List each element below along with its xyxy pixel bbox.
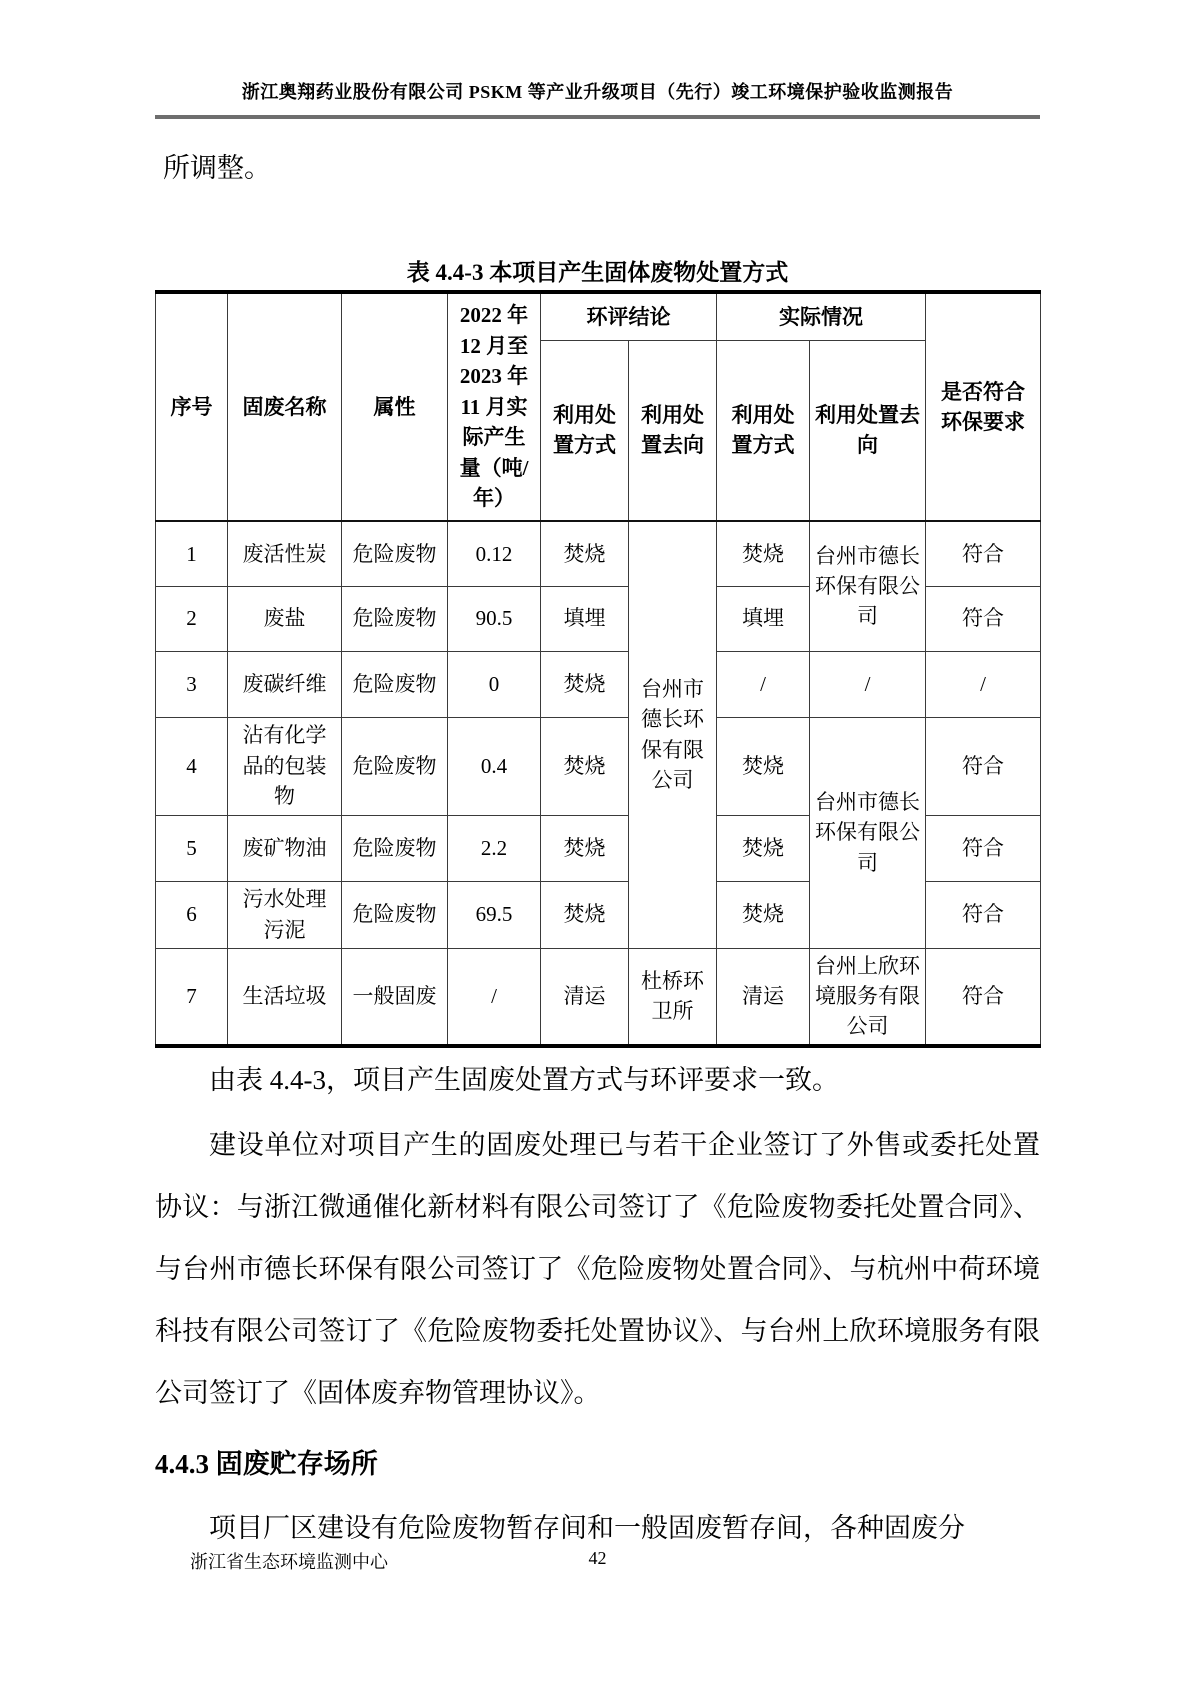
cell-attr: 危险废物 [342,651,448,717]
cell-eia-method: 填埋 [541,586,629,651]
cell-attr: 危险废物 [342,717,448,815]
table-row [156,521,1041,586]
cell-actual-method: 焚烧 [717,815,810,881]
cell-name: 废盐 [228,586,342,651]
table-row [156,948,1041,1046]
cell-name: 生活垃圾 [228,948,342,1046]
cell-amount: 0 [448,651,541,717]
cell-eia-method: 焚烧 [541,815,629,881]
cell-seq: 5 [156,815,228,881]
cell-amount: 0.4 [448,717,541,815]
cell-eia-dest-merged: 台州市德长环保有限公司 [629,521,717,948]
cell-attr: 危险废物 [342,815,448,881]
cell-amount: / [448,948,541,1046]
col-header-actual-dest: 利用处置去向 [810,340,926,521]
col-header-seq: 序号 [156,292,228,521]
col-header-actual-method: 利用处置方式 [717,340,810,521]
cell-eia-method: 焚烧 [541,521,629,586]
cell-seq: 1 [156,521,228,586]
cell-eia-dest: 杜桥环卫所 [629,948,717,1046]
cell-attr: 危险废物 [342,586,448,651]
lead-paragraph-fragment: 所调整。 [163,153,271,183]
cell-name: 废碳纤维 [228,651,342,717]
table-row [156,717,1041,815]
table-row [156,651,1041,717]
cell-actual-method: / [717,651,810,717]
cell-actual-method: 焚烧 [717,881,810,948]
table-header-band [156,292,1041,340]
cell-eia-method: 焚烧 [541,717,629,815]
group-header-actual: 实际情况 [717,292,926,340]
cell-amount: 0.12 [448,521,541,586]
cell-amount: 90.5 [448,586,541,651]
running-header: 浙江奥翔药业股份有限公司 PSKM 等产业升级项目（先行）竣工环境保护验收监测报告 [155,78,1040,119]
cell-comply: 符合 [926,717,1041,815]
cell-actual-dest: / [810,651,926,717]
cell-eia-method: 焚烧 [541,651,629,717]
col-header-eia-dest: 利用处置去向 [629,340,717,521]
solid-waste-disposal-table [155,290,1041,1048]
footer-organization: 浙江省生态环境监测中心 [190,1552,388,1572]
cell-name: 污水处理污泥 [228,881,342,948]
table-title: 表 4.4-3 本项目产生固体废物处置方式 [406,260,789,285]
cell-actual-method: 焚烧 [717,521,810,586]
cell-seq: 4 [156,717,228,815]
cell-comply: 符合 [926,815,1041,881]
section-heading-4-4-3: 4.4.3 固废贮存场所 [155,1449,378,1479]
cell-attr: 危险废物 [342,521,448,586]
paragraph-storage-sites: 项目厂区建设有危险废物暂存间和一般固废暂存间，各种固废分 [209,1513,965,1543]
paragraph-disposal-agreements: 建设单位对项目产生的固废处理已与若干企业签订了外售或委托处置协议：与浙江微通催化新材料有限公司签订了《危险废物委托处置合同》、与台州市德长环保有限公司签订了《危险废物处置合同》、与杭州中荷环境科技有限公司签订了《危险废物委托处置协议》、与台州上欣环境服务有限公司签订了《固体废弃物管理协议》。 [155,1130,1040,1408]
solid-waste-table-wrapper [155,290,1041,1048]
cell-amount: 69.5 [448,881,541,948]
col-header-attr: 属性 [342,292,448,521]
cell-name: 沾有化学品的包装物 [228,717,342,815]
cell-comply: / [926,651,1041,717]
cell-eia-method: 清运 [541,948,629,1046]
cell-actual-method: 清运 [717,948,810,1046]
col-header-comply: 是否符合环保要求 [926,292,1041,521]
cell-amount: 2.2 [448,815,541,881]
cell-actual-dest: 台州上欣环境服务有限公司 [810,948,926,1046]
cell-actual-method: 焚烧 [717,717,810,815]
paragraph-table-conclusion: 由表 4.4-3，项目产生固废处置方式与环评要求一致。 [209,1065,839,1095]
cell-attr: 一般固废 [342,948,448,1046]
cell-actual-dest-merged: 台州市德长环保有限公司 [810,717,926,948]
cell-seq: 2 [156,586,228,651]
cell-eia-method: 焚烧 [541,881,629,948]
cell-name: 废矿物油 [228,815,342,881]
cell-actual-method: 填埋 [717,586,810,651]
cell-name: 废活性炭 [228,521,342,586]
cell-seq: 6 [156,881,228,948]
cell-comply: 符合 [926,521,1041,586]
cell-comply: 符合 [926,586,1041,651]
cell-seq: 7 [156,948,228,1046]
cell-seq: 3 [156,651,228,717]
cell-comply: 符合 [926,881,1041,948]
col-header-name: 固废名称 [228,292,342,521]
cell-comply: 符合 [926,948,1041,1046]
footer-page-number: 42 [588,1548,607,1568]
group-header-eia: 环评结论 [541,292,717,340]
cell-attr: 危险废物 [342,881,448,948]
col-header-amount: 2022 年 12 月至 2023 年 11 月实际产生量（吨/年） [448,292,541,521]
col-header-eia-method: 利用处置方式 [541,340,629,521]
cell-actual-dest-merged: 台州市德长环保有限公司 [810,521,926,651]
